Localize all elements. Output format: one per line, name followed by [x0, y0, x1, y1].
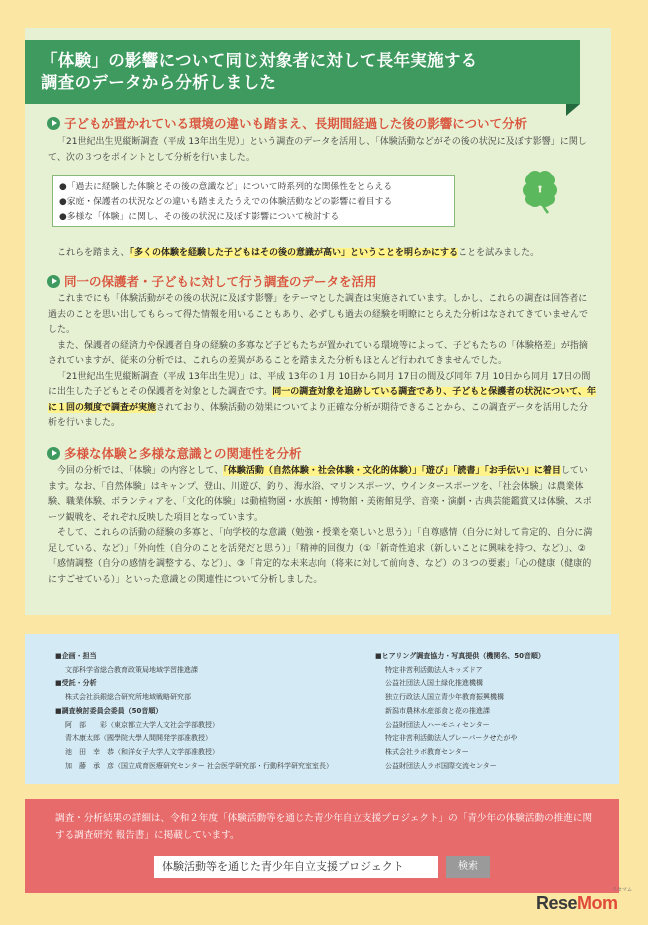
- cta-panel: [25, 799, 619, 893]
- credit-item: 特定非営利活動法人キッズドア: [385, 665, 483, 674]
- point-item: ●家庭・保護者の状況などの違いも踏まえたうえでの体験活動などの影響に着目する: [59, 197, 393, 207]
- section1-intro: 「21世紀出生児縦断調査（平成 13年出生児）」という調査のデータを活用し、「体験活動などがその後の状況に及ぼす影響」に関して、次の３つをポイントとして分析を行いました。: [48, 137, 587, 163]
- four-leaf-clover-icon: [518, 166, 564, 216]
- title-banner: [25, 40, 580, 104]
- play-arrow-icon: [47, 275, 60, 288]
- credit-heading: ■企画・担当: [55, 652, 97, 660]
- search-input[interactable]: 体験活動等を通じた青少年自立支援プロジェクト: [154, 856, 438, 878]
- page-title-line1: 「体験」の影響について同じ対象者に対して長年実施する: [41, 51, 478, 70]
- credit-item: 株式会社ラボ教育センター: [385, 747, 469, 756]
- section3-body: 今回の分析では、「体験」の内容として、「体験活動（自然体験・社会体験・文化的体験）」「遊び」「読書」「お手伝い」に着目しています。なお、「自然体験」はキャンプ、登山、川遊び、釣り、海水浴、マリンスポーツ、ウインタースポーツを、「社会体験」は農業体験、職業体験、ボランティアを、「文化的体験」は動植物園・水族館・博物館・美術館見学、音楽・演劇・古典芸能鑑賞又は体験、スポーツ観戦を、それぞれ反映した項目となっています。 そして、これらの活動の経験の多寡と、「向学校的な意識（勉強・授業を楽しいと思う）」「自尊感情（自分に対して肯定的、自分に満足している、など）」「外向性（自分のことを活発だと思う）」「精神的回復力（①「新奇性追求（新しいことに興味を持つ、など）」、②「感情調整（自分の感情を調整する、など）」、③「肯定的な未来志向（将来に対して前向き、など）の３つの要素」「心の健康（健康的にすごせている）」といった意識との関連性について分析しました。: [48, 466, 593, 585]
- credit-heading: ■ヒアリング調査協力・写真提供（機関名、50音順）: [375, 652, 545, 660]
- highlight: 「多くの体験を経験した子どもはその後の意識が高い」ということを明らかにする: [129, 248, 459, 258]
- credit-item: 文部科学省総合教育政策局地域学習推進課: [65, 665, 198, 674]
- credits-right-column: [375, 650, 545, 773]
- credit-item: 特定非営利活動法人プレーパークせたがや: [385, 734, 518, 743]
- point-item: ●「過去に経験した体験とその後の意識など」について時系列的な関係性をとらえる: [59, 182, 392, 192]
- credit-item: 公益社団法人国土緑化推進機構: [385, 679, 483, 688]
- credits-panel: [25, 634, 619, 784]
- highlight: 「体験活動（自然体験・社会体験・文化的体験）」「遊び」「読書」「お手伝い」に着目: [223, 466, 561, 476]
- section3-heading: 多様な体験と多様な意識との関連性を分析: [47, 444, 302, 462]
- section1-conclusion: これらを踏まえ、「多くの体験を経験した子どもはその後の意識が高い」ということを明らかにすることを試みました。: [57, 248, 540, 258]
- credit-item: 新潟市農林水産部食と花の推進課: [385, 706, 490, 715]
- page-title: [41, 50, 571, 94]
- points-box: [52, 175, 455, 227]
- page-title-line2: 調査のデータから分析しました: [41, 73, 277, 92]
- credit-heading: ■受託・分析: [55, 679, 97, 688]
- credit-item: 青木康太郎（國學院大學人間開発学部准教授）: [65, 734, 212, 743]
- credit-item: 株式会社浜銀総合研究所地域戦略研究部: [65, 693, 191, 702]
- cta-text: 調査・分析結果の詳細は、令和２年度「体験活動等を通じた青少年自立支援プロジェクト」の「青少年の体験活動の推進に関する調査研究 報告書」に掲載しています。: [55, 813, 593, 841]
- credit-item: 加 藤 承 彦（国立成育医療研究センター 社会医学研究部・行動科学研究室室長）: [65, 761, 333, 770]
- play-arrow-icon: [47, 117, 60, 130]
- banner-fold: [566, 104, 580, 116]
- section2-body: これまでにも「体験活動がその後の状況に及ぼす影響」をテーマとした調査は実施されています。しかし、これらの調査は回答者に過去のことを思い出してもらって得た情報を用いることもあり、必ずしも過去の経験を明瞭にとらえた分析はなされてきていませんでした。 また、保護者の経済力や保護者自身の経験の多寡など子どもたちが置かれている環境等によって、子どもたちの「体験格差」が指摘されていますが、従来の分析では、これらの差異があることを踏まえた分析もほとんど行われてきませんでした。 「21世紀出生児縦断調査（平成 13年出生児）」は、平成 13年の１月 10日から同月 17日の間及び同年 7月 10日から同月 17日の間に出生した子どもとその保護者を対象とした調査です。同一の調査対象を追跡している調査であり、子どもと保護者の状況について、年に１回の頻度で調査が実施されており、体験活動の効果についてより正確な分析が期待できることから、この調査データを活用した分析を行いました。: [48, 294, 596, 428]
- credits-left-column: [55, 650, 333, 773]
- section1-heading: 子どもが置かれている環境の違いも踏まえ、長期間経過した後の影響について分析: [47, 114, 527, 132]
- play-arrow-icon: [47, 447, 60, 460]
- point-item: ●多様な「体験」に関し、その後の状況に及ぼす影響について検討する: [59, 212, 340, 222]
- credit-item: 公益財団法人ハーモニィセンター: [385, 720, 490, 729]
- highlight: 同一の調査対象を追跡している調査であり、子どもと保護者の状況について、年に１回の頻度で調査が実施: [48, 387, 596, 413]
- credit-heading: ■調査検討委員会委員（50音順）: [55, 706, 163, 715]
- section2-heading: 同一の保護者・子どもに対して行う調査のデータを活用: [47, 272, 377, 290]
- credit-item: 公益財団法人ラボ国際交流センター: [385, 761, 497, 770]
- credit-item: 阿 部 彩（東京都立大学人文社会学部教授）: [65, 720, 219, 729]
- credit-item: 独立行政法人国立青少年教育振興機構: [385, 693, 504, 702]
- search-button[interactable]: 検索: [446, 856, 490, 878]
- resemom-logo: ReseMom: [536, 893, 618, 913]
- resemom-logo-sub: リセマム: [612, 887, 632, 893]
- credit-item: 池 田 幸 恭（和洋女子大学人文学部准教授）: [65, 747, 219, 756]
